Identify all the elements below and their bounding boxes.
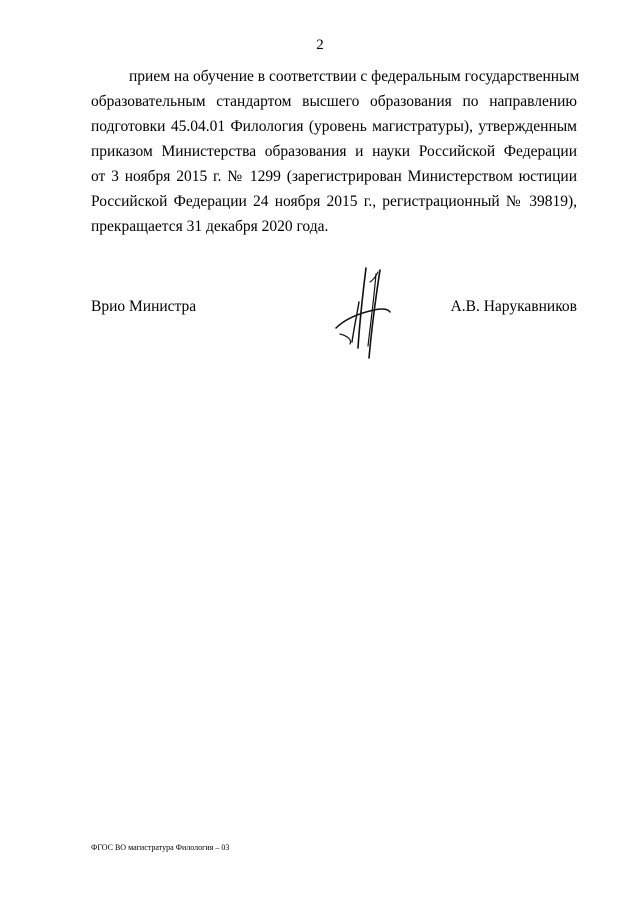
page-number: 2: [316, 37, 324, 53]
paragraph-line: приказом Министерства образования и науки Российской Федерации: [91, 143, 577, 160]
signature-image: [330, 262, 400, 362]
footer-note: ФГОС ВО магистратура Филология – 03: [91, 843, 230, 852]
signer-name: А.В. Нарукавников: [450, 298, 577, 315]
paragraph-line: образовательным стандартом высшего образования по направлению: [91, 93, 577, 110]
paragraph-line: прекращается 31 декабря 2020 года.: [91, 218, 329, 235]
paragraph-line: от 3 ноября 2015 г. № 1299 (зарегистрирован Министерством юстиции: [91, 168, 577, 185]
signer-title: Врио Министра: [91, 298, 197, 315]
paragraph-line: прием на обучение в соответствии с федеральным государственным: [129, 68, 580, 85]
paragraph-line: Российской Федерации 24 ноября 2015 г., регистрационный № 39819),: [91, 193, 577, 210]
body-paragraph: [91, 64, 580, 239]
paragraph-line: подготовки 45.04.01 Филология (уровень магистратуры), утвержденным: [91, 118, 577, 135]
